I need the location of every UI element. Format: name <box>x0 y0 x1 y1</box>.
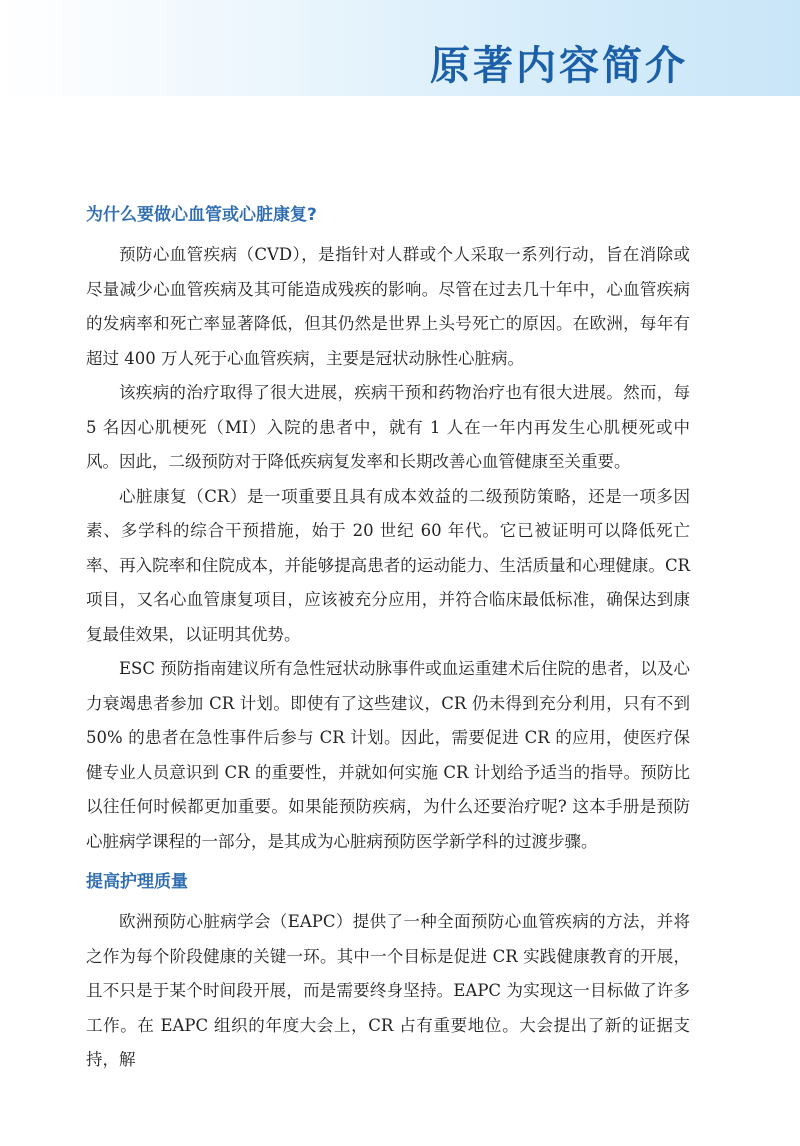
body-content <box>86 198 690 1078</box>
page-title: 原著内容简介 <box>430 43 688 89</box>
section-heading-why-cardiac-rehab: 为什么要做心血管或心脏康复? <box>86 205 317 225</box>
paragraph: 欧洲预防心脏病学会（EAPC）提供了一种全面预防心血管疾病的方法，并将之作为每个阶段健康的关键一环。其中一个目标是促进 CR 实践健康教育的开展，且不只是于某个时间段开展，而是需要终身坚持。EAPC 为实现这一目标做了许多工作。在 EAPC 组织的年度大会上，CR 占有重要地位。大会提出了新的证据支持，解 <box>86 912 690 1069</box>
section-heading-improve-care-quality: 提高护理质量 <box>86 872 188 892</box>
paragraph: 预防心血管疾病（CVD），是指针对人群或个人采取一系列行动，旨在消除或尽量减少心血管疾病及其可能造成残疾的影响。尽管在过去几十年中，心血管疾病的发病率和死亡率显著降低，但其仍然是世界上头号死亡的原因。在欧洲，每年有超过 400 万人死于心血管疾病，主要是冠状动脉性心脏病。 <box>86 245 690 368</box>
paragraph: ESC 预防指南建议所有急性冠状动脉事件或血运重建术后住院的患者，以及心力衰竭患者参加 CR 计划。即使有了这些建议，CR 仍未得到充分利用，只有不到 50% 的患者在急性事件后参与 CR 计划。因此，需要促进 CR 的应用，使医疗保健专业人员意识到 CR 的重要性，并就如何实施 CR 计划给予适当的指导。预防比以往任何时候都更加重要。如果能预防疾病，为什么还要治疗呢? 这本手册是预防心脏病学课程的一部分，是其成为心脏病预防医学新学科的过渡步骤。 <box>86 659 690 851</box>
paragraph: 心脏康复（CR）是一项重要且具有成本效益的二级预防策略，还是一项多因素、多学科的综合干预措施，始于 20 世纪 60 年代。它已被证明可以降低死亡率、再入院率和住院成本，并能够提高患者的运动能力、生活质量和心理健康。CR 项目，又名心血管康复项目，应该被充分应用，并符合临床最低标准，确保达到康复最佳效果，以证明其优势。 <box>86 486 690 644</box>
paragraph: 该疾病的治疗取得了很大进展，疾病干预和药物治疗也有很大进展。然而，每 5 名因心肌梗死（MI）入院的患者中，就有 1 人在一年内再发生心肌梗死或中风。因此，二级预防对于降低疾病复发率和长期改善心血管健康至关重要。 <box>86 383 690 471</box>
